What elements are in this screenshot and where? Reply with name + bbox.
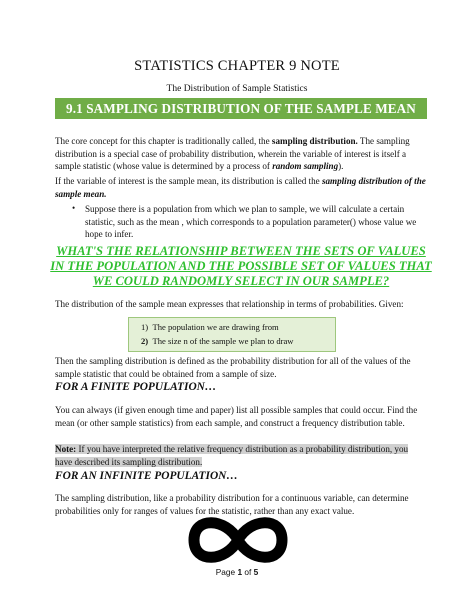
note-label: Note:	[55, 444, 77, 454]
given-number: 2)	[141, 336, 149, 346]
page-label: Page	[215, 567, 236, 577]
current-page-number: 1	[237, 567, 243, 577]
definition-paragraph: Then the sampling distribution is defined as the probability distribution for all of the values of the sample statistic that could be obtained from a sample of size.	[55, 356, 411, 379]
given-item	[141, 322, 279, 332]
intro-text-b: The sampling distribution is a special case of probability distribution, wherein the variable of interest is itself a sample statistic (whose value is determined by a process of	[55, 136, 410, 171]
infinity-logo-icon	[188, 512, 288, 568]
given-number: 1)	[141, 322, 149, 332]
sample-mean-text: If the variable of interest is the sample mean, its distribution is called the	[55, 176, 322, 186]
infinite-population-heading: FOR AN INFINITE POPULATION…	[55, 470, 238, 482]
page-footer	[0, 567, 474, 577]
bullet-icon: •	[72, 203, 76, 213]
bullet-paragraph: Suppose there is a population from which we plan to sample, we will calculate a certain statistic, such as the mean , which corresponds to a population parameter() whose value we hope to infer.	[85, 204, 417, 239]
given-text: The size n of the sample we plan to draw	[152, 336, 294, 346]
finite-population-heading: FOR A FINITE POPULATION…	[55, 381, 217, 393]
given-item	[141, 336, 294, 346]
finite-paragraph: You can always (if given enough time and paper) list all possible samples that could occur. Find the mean (or other sample statistics) from each sample, and construct a frequency distribution table.	[55, 405, 418, 428]
intro-text-c: ).	[338, 161, 344, 171]
of-label: of	[244, 567, 252, 577]
relationship-question-heading: WHAT'S THE RELATIONSHIP BETWEEN THE SETS OF VALUES IN THE POPULATION AND THE POSSIBLE SET OF VALUES THAT WE COULD RANDOMLY SELECT IN OUR SAMPLE?	[50, 244, 432, 289]
relationship-paragraph: The distribution of the sample mean expresses that relationship in terms of probabilities. Given:	[55, 299, 404, 309]
total-pages-number: 5	[253, 567, 259, 577]
intro-random-sampling: random sampling	[272, 161, 339, 171]
note-text: If you have interpreted the relative frequency distribution as a probability distribution, you have described its sampling distribution.	[55, 444, 409, 467]
intro-text-a: The core concept for this chapter is traditionally called, the	[55, 136, 272, 146]
sample-mean-paragraph	[55, 175, 427, 200]
document-subtitle: The Distribution of Sample Statistics	[166, 84, 308, 94]
sample-mean-term: sampling distribution of the sample mean.	[55, 176, 426, 199]
given-text: The population we are drawing from	[152, 322, 279, 332]
intro-paragraph	[55, 135, 427, 173]
infinite-paragraph: The sampling distribution, like a probability distribution for a continuous variable, can determine probabilities only for ranges of values for the statistic, rather than any exact value.	[55, 493, 409, 516]
note-paragraph	[55, 443, 427, 468]
section-banner: 9.1 SAMPLING DISTRIBUTION OF THE SAMPLE MEAN	[55, 98, 427, 119]
intro-bold-term: sampling distribution.	[271, 136, 358, 146]
givens-box	[128, 317, 336, 352]
document-title: STATISTICS CHAPTER 9 NOTE	[134, 58, 340, 74]
